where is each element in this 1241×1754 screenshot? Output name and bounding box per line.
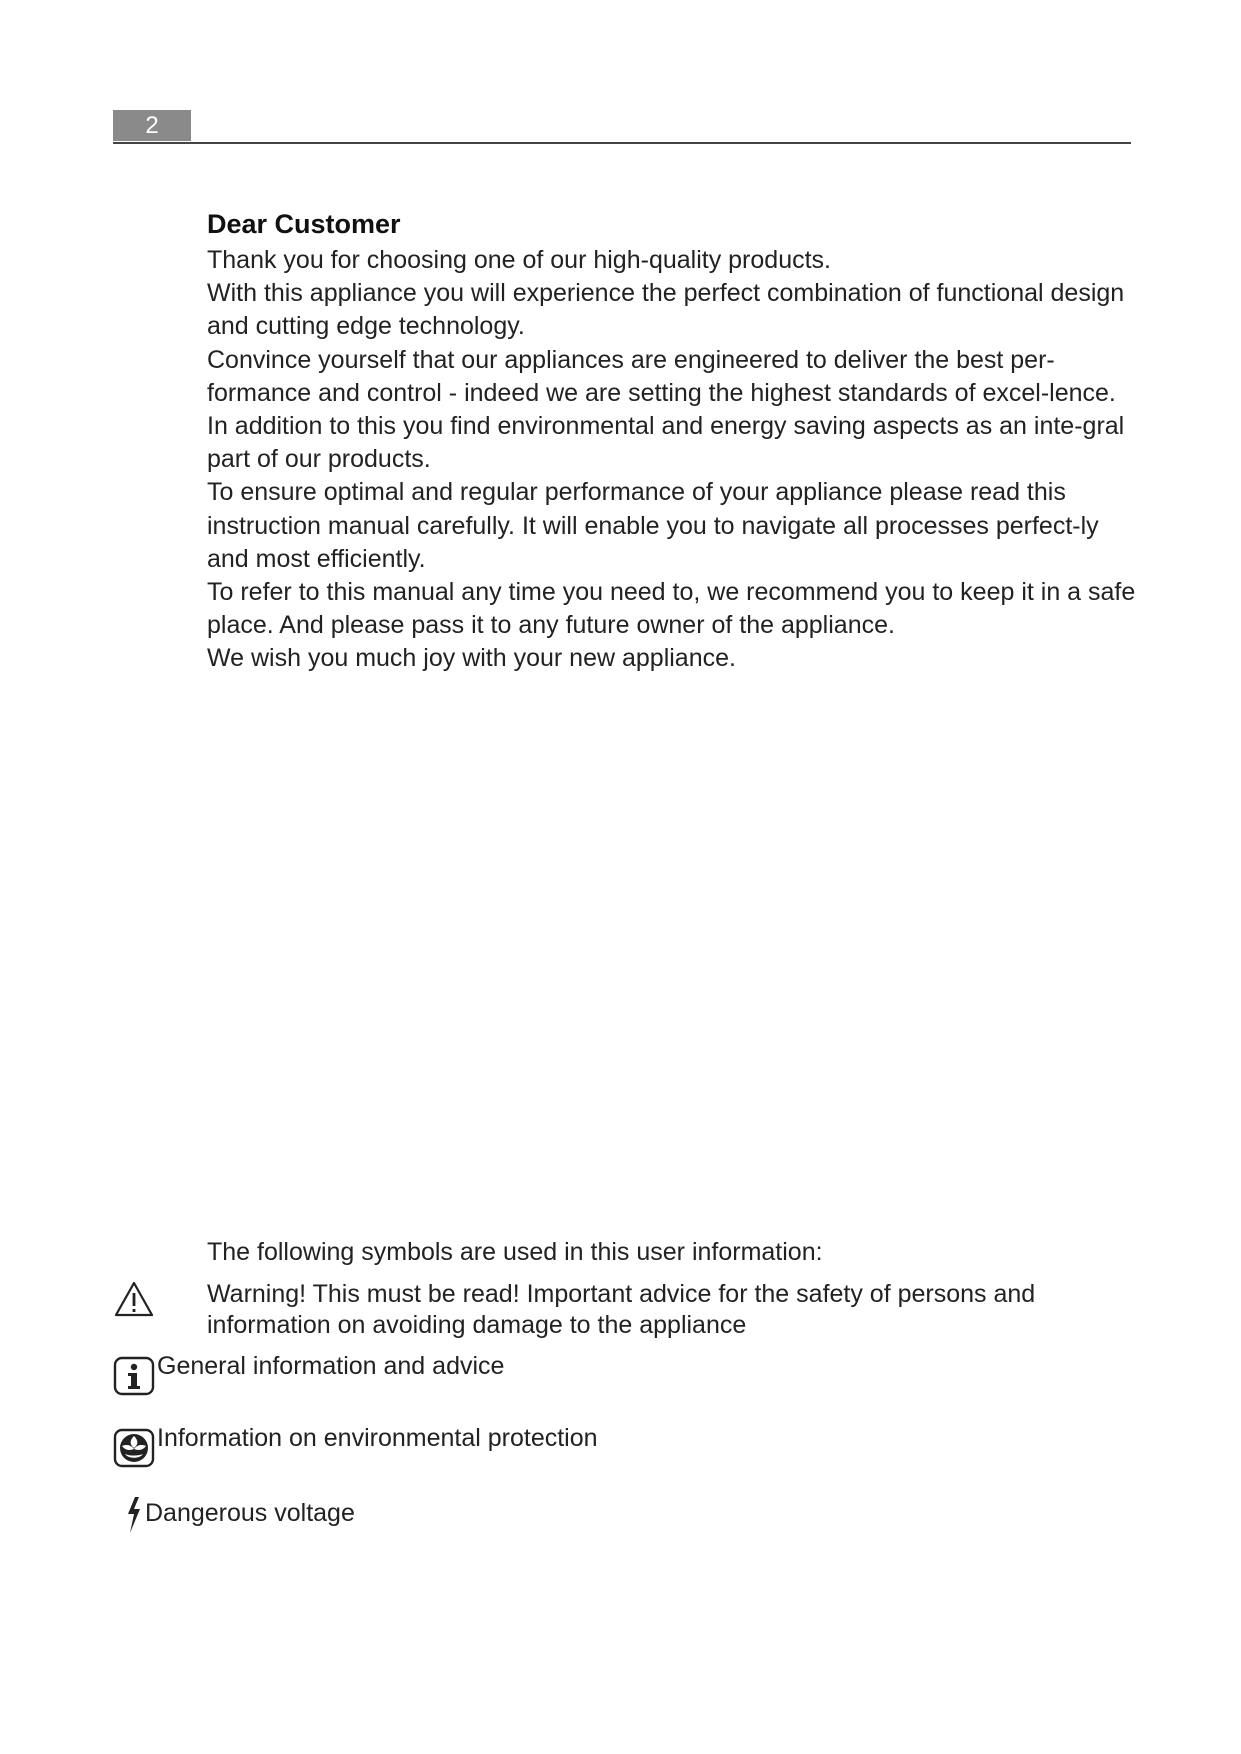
letter-paragraph: We wish you much joy with your new appliance. — [207, 644, 736, 673]
info-icon — [113, 1356, 155, 1396]
voltage-text: Dangerous voltage — [145, 1499, 355, 1527]
letter-paragraph: To refer to this manual any time you need to, we recommend you to keep it in a safe place. And please pass it to any future owner of the appliance. — [207, 578, 1136, 640]
letter-body — [207, 204, 1137, 676]
greeting-heading: Dear Customer — [207, 209, 401, 239]
letter-paragraph: In addition to this you find environmental and energy saving aspects as an inte-gral part of our products. — [207, 412, 1125, 474]
letter-paragraph: Convince yourself that our appliances are engineered to deliver the best per-formance and control - indeed we are setting the highest standards of excel-lence. — [207, 345, 1116, 407]
info-text: General information and advice — [157, 1352, 505, 1380]
letter-paragraph: To ensure optimal and regular performance of your appliance please read this instruction manual carefully. It will enable you to navigate all processes perfect-ly and most efficiently. — [207, 478, 1099, 573]
letter-paragraph: Thank you for choosing one of our high-quality products. — [207, 246, 831, 274]
environment-text: Information on environmental protection — [157, 1424, 598, 1452]
warning-triangle-icon — [113, 1280, 155, 1318]
warning-text: Warning! This must be read! Important advice for the safety of persons and information on avoiding damage to the appliance — [207, 1280, 1036, 1339]
page-number: 2 — [113, 110, 191, 141]
letter-paragraph: With this appliance you will experience the perfect combination of functional design and cutting edge technology. — [207, 279, 1125, 341]
header-rule — [113, 142, 1131, 144]
symbols-intro: The following symbols are used in this user information: — [207, 1238, 823, 1266]
environment-icon — [113, 1428, 155, 1468]
lightning-bolt-icon — [124, 1495, 144, 1535]
